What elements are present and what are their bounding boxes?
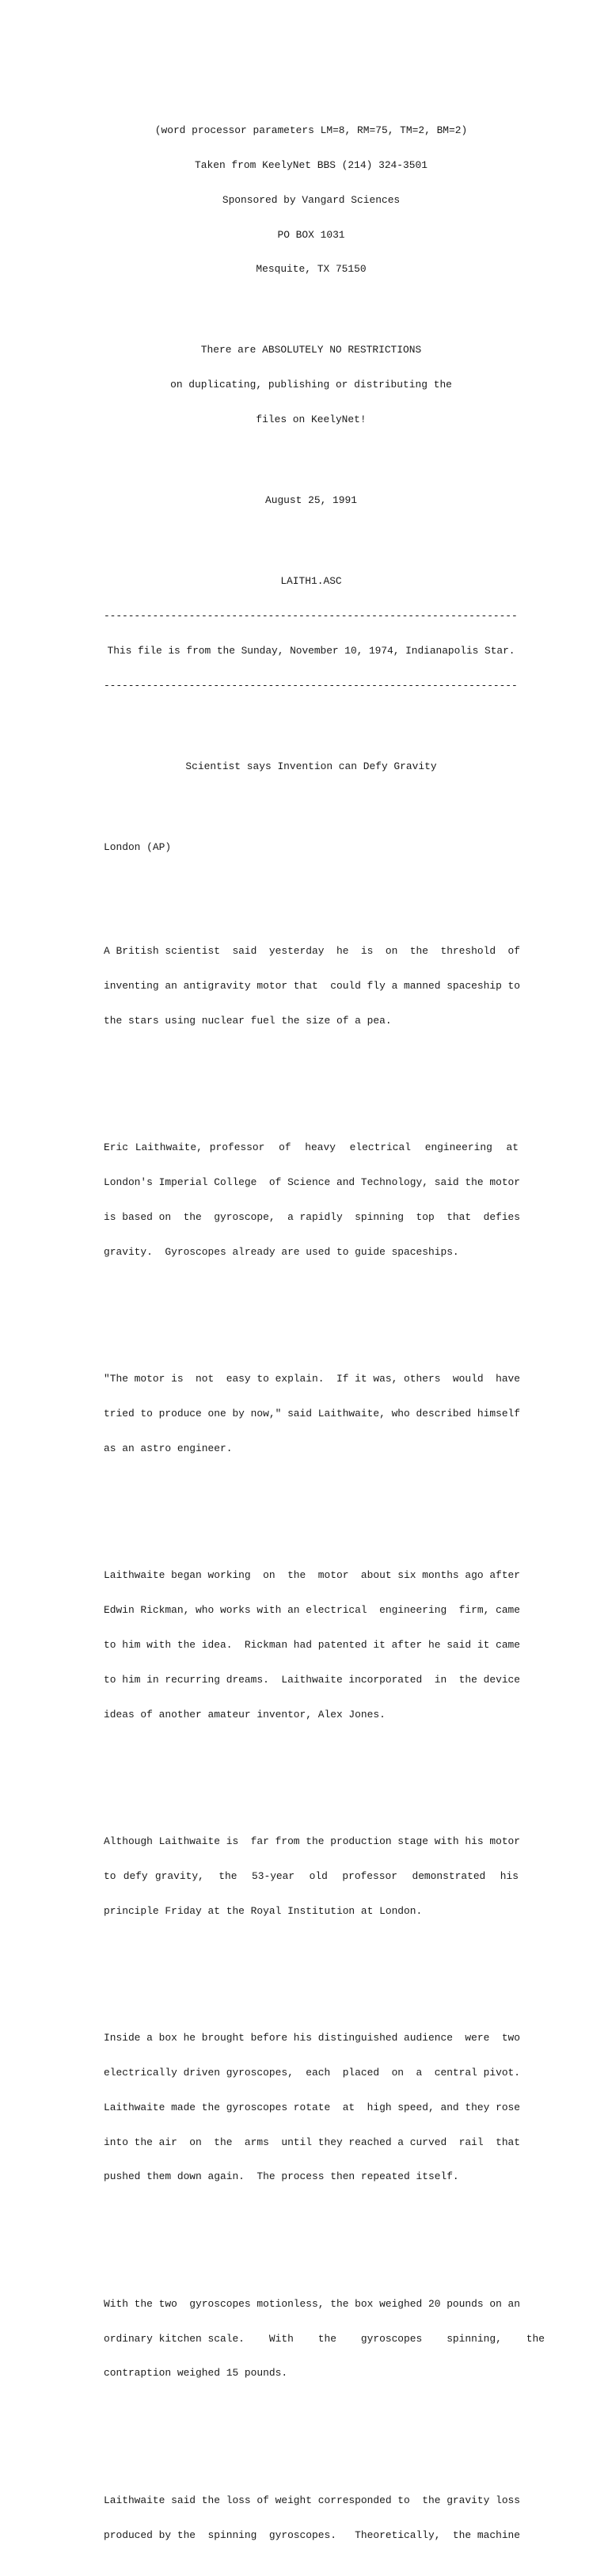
- paragraph-line: tried to produce one by now," said Laithwaite, who described himself: [104, 1408, 521, 1420]
- header-city-line: Mesquite, TX 75150: [256, 263, 367, 276]
- paragraph-line: contraption weighed 15 pounds.: [104, 2367, 288, 2380]
- document-date: August 25, 1991: [264, 494, 358, 507]
- paragraph-line: pushed them down again. The process then repeated itself.: [104, 2170, 459, 2183]
- article-paragraph: [104, 923, 519, 1050]
- spacer: [104, 299, 519, 311]
- header-bbs-line: Taken from KeelyNet BBS (214) 324-3501: [195, 158, 428, 171]
- paragraph-line: electrically driven gyroscopes, each placed on a central pivot.: [104, 2066, 521, 2079]
- paragraph-line: Inside a box he brought before his distinguished audience were two: [104, 2032, 521, 2044]
- paragraph-line: to him with the idea. Rickman had patented it after he said it came: [104, 1638, 521, 1651]
- paragraph-line: Edwin Rickman, who works with an electrical engineering firm, came: [104, 1604, 521, 1617]
- paragraph-line: "The motor is not easy to explain. If it was, others would have: [104, 1373, 521, 1385]
- article-dateline: London (AP): [104, 841, 172, 853]
- paragraph-line: With the two gyroscopes motionless, the box weighed 20 pounds on an: [104, 2297, 521, 2310]
- article-paragraph: [104, 1813, 519, 1941]
- spacer: [104, 1767, 519, 1779]
- paragraph-line: principle Friday at the Royal Institution at London.: [104, 1904, 423, 1917]
- spacer: [104, 1501, 519, 1513]
- article-paragraph: [104, 1351, 519, 1478]
- restrictions-line: files on KeelyNet!: [256, 413, 367, 426]
- rule-bottom: --------------------------------------------------------------------: [104, 679, 518, 692]
- spacer: [104, 449, 519, 461]
- spacer: [104, 2425, 519, 2437]
- paragraph-line: inventing an antigravity motor that could fly a manned spaceship to: [104, 980, 521, 993]
- paragraph-line: Although Laithwaite is far from the production stage with his motor: [104, 1835, 521, 1848]
- paragraph-line: A British scientist said yesterday he is on the threshold of: [104, 945, 521, 958]
- paragraph-line: Laithwaite said the loss of weight corresponded to the gravity loss: [104, 2494, 521, 2506]
- article-paragraph: [104, 2276, 545, 2403]
- rule-top: --------------------------------------------------------------------: [104, 610, 518, 623]
- article-paragraph: [104, 1547, 519, 1743]
- source-line: This file is from the Sunday, November 10, 1974, Indianapolis Star.: [107, 644, 515, 657]
- restrictions-line: There are ABSOLUTELY NO RESTRICTIONS: [200, 344, 422, 356]
- paragraph-line: Eric Laithwaite, professor of heavy electrical engineering at: [104, 1141, 519, 1154]
- spacer: [104, 796, 519, 808]
- paragraph-line: London's Imperial College of Science and Technology, said the motor: [104, 1176, 521, 1189]
- document-page: [104, 102, 545, 2576]
- paragraph-line: Laithwaite began working on the motor about six months ago after: [104, 1569, 521, 1582]
- restrictions-line: on duplicating, publishing or distributing the: [170, 379, 452, 391]
- spacer: [104, 530, 519, 542]
- paragraph-line: ideas of another amateur inventor, Alex Jones.: [104, 1708, 386, 1721]
- header-sponsor-line: Sponsored by Vangard Sciences: [222, 193, 401, 206]
- spacer: [104, 714, 519, 726]
- paragraph-line: is based on the gyroscope, a rapidly spinning top that defies: [104, 1211, 521, 1223]
- header-params-line: (word processor parameters LM=8, RM=75, TM=2, BM=2): [154, 124, 468, 137]
- article-paragraph: [104, 2472, 519, 2565]
- spacer: [104, 1964, 519, 1976]
- spacer: [104, 1305, 519, 1317]
- paragraph-line: the stars using nuclear fuel the size of a pea.: [104, 1014, 392, 1027]
- spacer: [104, 2229, 519, 2241]
- article-paragraph: [104, 1119, 519, 1281]
- spacer: [104, 1073, 519, 1085]
- paragraph-line: gravity. Gyroscopes already are used to guide spaceships.: [104, 1245, 459, 1258]
- paragraph-line: to defy gravity, the 53-year old professor demonstrated his: [104, 1869, 519, 1882]
- file-name: LAITH1.ASC: [280, 575, 342, 588]
- paragraph-line: ordinary kitchen scale. With the gyroscopes spinning, the: [104, 2332, 545, 2345]
- paragraph-line: as an astro engineer.: [104, 1442, 233, 1454]
- article-headline: Scientist says Invention can Defy Gravity: [185, 760, 437, 772]
- paragraph-line: to him in recurring dreams. Laithwaite incorporated in the device: [104, 1673, 521, 1686]
- paragraph-line: produced by the spinning gyroscopes. Theoretically, the machine: [104, 2528, 521, 2541]
- paragraph-line: into the air on the arms until they reached a curved rail that: [104, 2136, 521, 2148]
- header-pobox-line: PO BOX 1031: [277, 228, 345, 241]
- paragraph-line: Laithwaite made the gyroscopes rotate at high speed, and they rose: [104, 2101, 521, 2113]
- spacer: [104, 877, 519, 889]
- article-paragraph: [104, 2010, 519, 2206]
